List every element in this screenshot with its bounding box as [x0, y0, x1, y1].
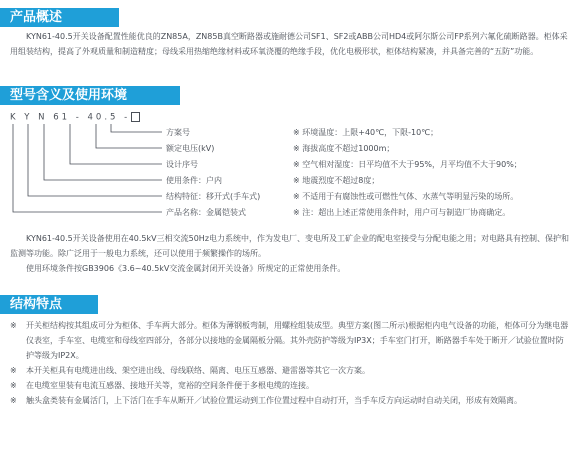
env-marker: ※: [293, 144, 300, 153]
feature-marker: ※: [10, 321, 17, 330]
feature-marker: ※: [10, 381, 17, 390]
env-marker: ※: [293, 160, 300, 169]
leader-line-voltage: [96, 124, 162, 148]
model-label-structure: 结构特征：移开式(手车式): [166, 192, 261, 201]
overview-text: KYN61-40.5开关设备配置性能优良的ZN85A，ZN85B真空断路器或施耐德公司SF1、SF2或ABB公司HD4或阿尔斯公司FP系列六氟化硫断路器。柜体采用组装结构，提高了外观质量和制造精度；母线采用热缩绝缘材料或环氧浇覆的绝缘手段，优化电极形状，柜体结构紧凑，并具备完善的“五防”功能。: [10, 32, 568, 56]
standard-text: 使用环境条件按GB3906《3.6~40.5kV交流金属封闭开关设备》所规定的正常使用条件。: [26, 264, 346, 273]
model-heading: 型号含义及使用环境: [0, 86, 180, 105]
env-item-humidity: [293, 160, 522, 170]
model-label-voltage: 额定电压(kV): [166, 144, 215, 153]
model-label-scheme: 方案号: [166, 128, 190, 137]
feature-marker: ※: [10, 396, 17, 405]
feature-text: 在电缆室里装有电流互感器、接地开关等，宽裕的空间条件便于多根电缆的连接。: [26, 381, 314, 390]
model-label-design: 设计序号: [166, 160, 198, 169]
env-item-altitude: [293, 144, 394, 154]
env-text: 不适用于有腐蚀性或可燃性气体、水蒸气等明显污染的场所。: [302, 192, 519, 201]
overview-heading: 产品概述: [0, 8, 119, 27]
env-marker: ※: [293, 208, 300, 217]
env-item-seismic: [293, 176, 379, 186]
leader-line-product: [13, 124, 162, 212]
model-label-product: 产品名称：金属铠装式: [166, 208, 246, 217]
feature-text: 触头盒类装有金属活门，上下活门在手车从断开／试验位置运动到工作位置过程中自动打开，当手车反方向运动时自动关闭，形成有效隔离。: [26, 396, 522, 405]
leader-line-design: [70, 124, 162, 164]
feature-item: [10, 318, 570, 363]
env-text: 海拔高度不超过1000m；: [302, 144, 395, 153]
env-item-note: [293, 208, 510, 218]
features-list: [10, 318, 570, 408]
leader-line-scheme: [111, 124, 162, 132]
feature-text: 本开关柜具有电缆进出线、架空进出线、母线联络、隔离、电压互感器、避雷器等其它一次方案。: [26, 366, 370, 375]
env-marker: ※: [293, 176, 300, 185]
env-marker: ※: [293, 128, 300, 137]
env-text: 注：超出上述正常使用条件时，用户可与制造厂协商确定。: [302, 208, 511, 217]
feature-marker: ※: [10, 366, 17, 375]
leader-line-structure: [28, 124, 162, 196]
env-item-temperature: [293, 128, 438, 138]
model-code-text: K Y N 61 - 40.5 -: [10, 112, 131, 123]
application-text: KYN61-40.5开关设备使用在40.5kV三相交流50Hz电力系统中，作为发电厂、变电所及工矿企业的配电室接受与分配电能之用；对电路具有控制、保护和监测等功能。除广泛用于一般电力系统，还可以使用于频繁操作的场所。: [10, 234, 570, 258]
features-heading: 结构特点: [0, 295, 98, 314]
env-marker: ※: [293, 192, 300, 201]
env-text: 环境温度：上限+40℃，下限-10℃；: [302, 128, 439, 137]
feature-item: [10, 363, 570, 378]
model-label-usage: 使用条件：户内: [166, 176, 222, 185]
env-text: 空气相对湿度：日平均值不大于95%，月平均值不大于90%；: [302, 160, 522, 169]
feature-text: 开关柜结构按其组成可分为柜体、手车两大部分。柜体为薄钢板弯制，用螺栓组装成型。典型方案(图二所示)根据柜内电气设备的功能，柜体可分为继电器仪表室，手车室、电缆室和母线室四部分，各部分以接地的金属隔板分隔。其外壳防护等级为IP3X；手车室门打开，断路器手车处于断开／试验位置时防护等级为IP2X。: [26, 321, 569, 360]
feature-item: [10, 393, 570, 408]
env-text: 地震烈度不超过8度；: [302, 176, 380, 185]
env-item-pollution: [293, 192, 518, 202]
feature-item: [10, 378, 570, 393]
